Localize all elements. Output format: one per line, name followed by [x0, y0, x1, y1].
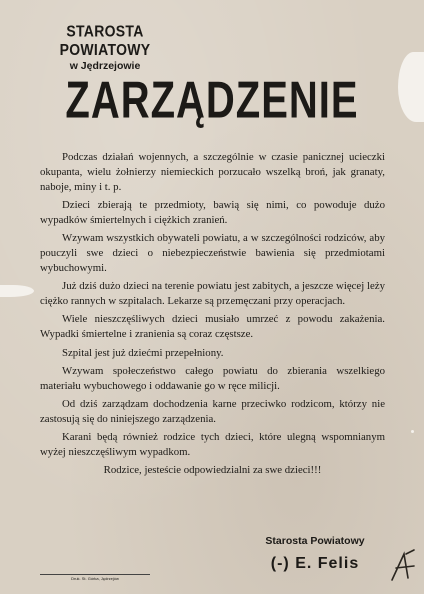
signature-name: (-) E. Felis [270, 555, 360, 572]
signature-block [240, 535, 390, 573]
issuer-header [30, 21, 180, 72]
paragraph: Karani będą również rodzice tych dzieci, które ulegną wspomnianym wyżej nieszczęśliwym wypadkom. [40, 431, 385, 459]
paragraph: Wiele nieszczęśliwych dzieci musiało umrzeć z powodu zakażenia. Wypadki śmiertelne i zranienia są coraz częstsze. [40, 313, 385, 341]
closing-paragraph: Rodzice, jesteście odpowiedzialni za swe dzieci!!! [103, 464, 322, 477]
paragraph: Podczas działań wojennych, a szczególnie w czasie panicznej ucieczki okupanta, wielu żołnierzy niemieckich porzucało wszelką broń, jak granaty, naboje, miny i t. p. [40, 151, 385, 193]
paragraph: Szpital jest już dziećmi przepełniony. [62, 346, 224, 359]
paper-hole [411, 430, 414, 433]
signature-role: Starosta Powiatowy [265, 535, 365, 547]
paragraph: Wzywam społeczeństwo całego powiatu do zbierania wszelkiego materiału wybuchowego i oddawanie go w ręce milicji. [40, 364, 385, 392]
decree-body [40, 150, 385, 482]
printer-imprint: Druk. St. Górka, Jędrzejów [40, 574, 150, 581]
issuer-place: w Jędrzejowie [69, 60, 141, 72]
paragraph: Wzywam wszystkich obywateli powiatu, a w szczególności rodziców, aby pouczyli swe dzieci o niebezpieczeństwie bawienia się przedmiotami wybuchowymi. [40, 232, 385, 274]
handwritten-mark [388, 548, 418, 584]
paragraph: Od dziś zarządzam dochodzenia karne przeciwko rodzicom, którzy nie zastosują się do niniejszego zarządzenia. [40, 398, 385, 425]
paragraph: Już dziś dużo dzieci na terenie powiatu jest zabitych, a jeszcze więcej leży ciężko rannych w szpitalach. Lekarze są przemęczani przy operacjach. [40, 280, 385, 307]
torn-edge-left [0, 285, 34, 297]
paragraph: Dzieci zbierają te przedmioty, bawią się nimi, co powoduje dużo wypadków śmiertelnych i ciężkich zranień. [40, 198, 385, 226]
issuer-office: STAROSTA POWIATOWY [59, 21, 151, 59]
document-title: ZARZĄDZENIE [65, 72, 359, 130]
